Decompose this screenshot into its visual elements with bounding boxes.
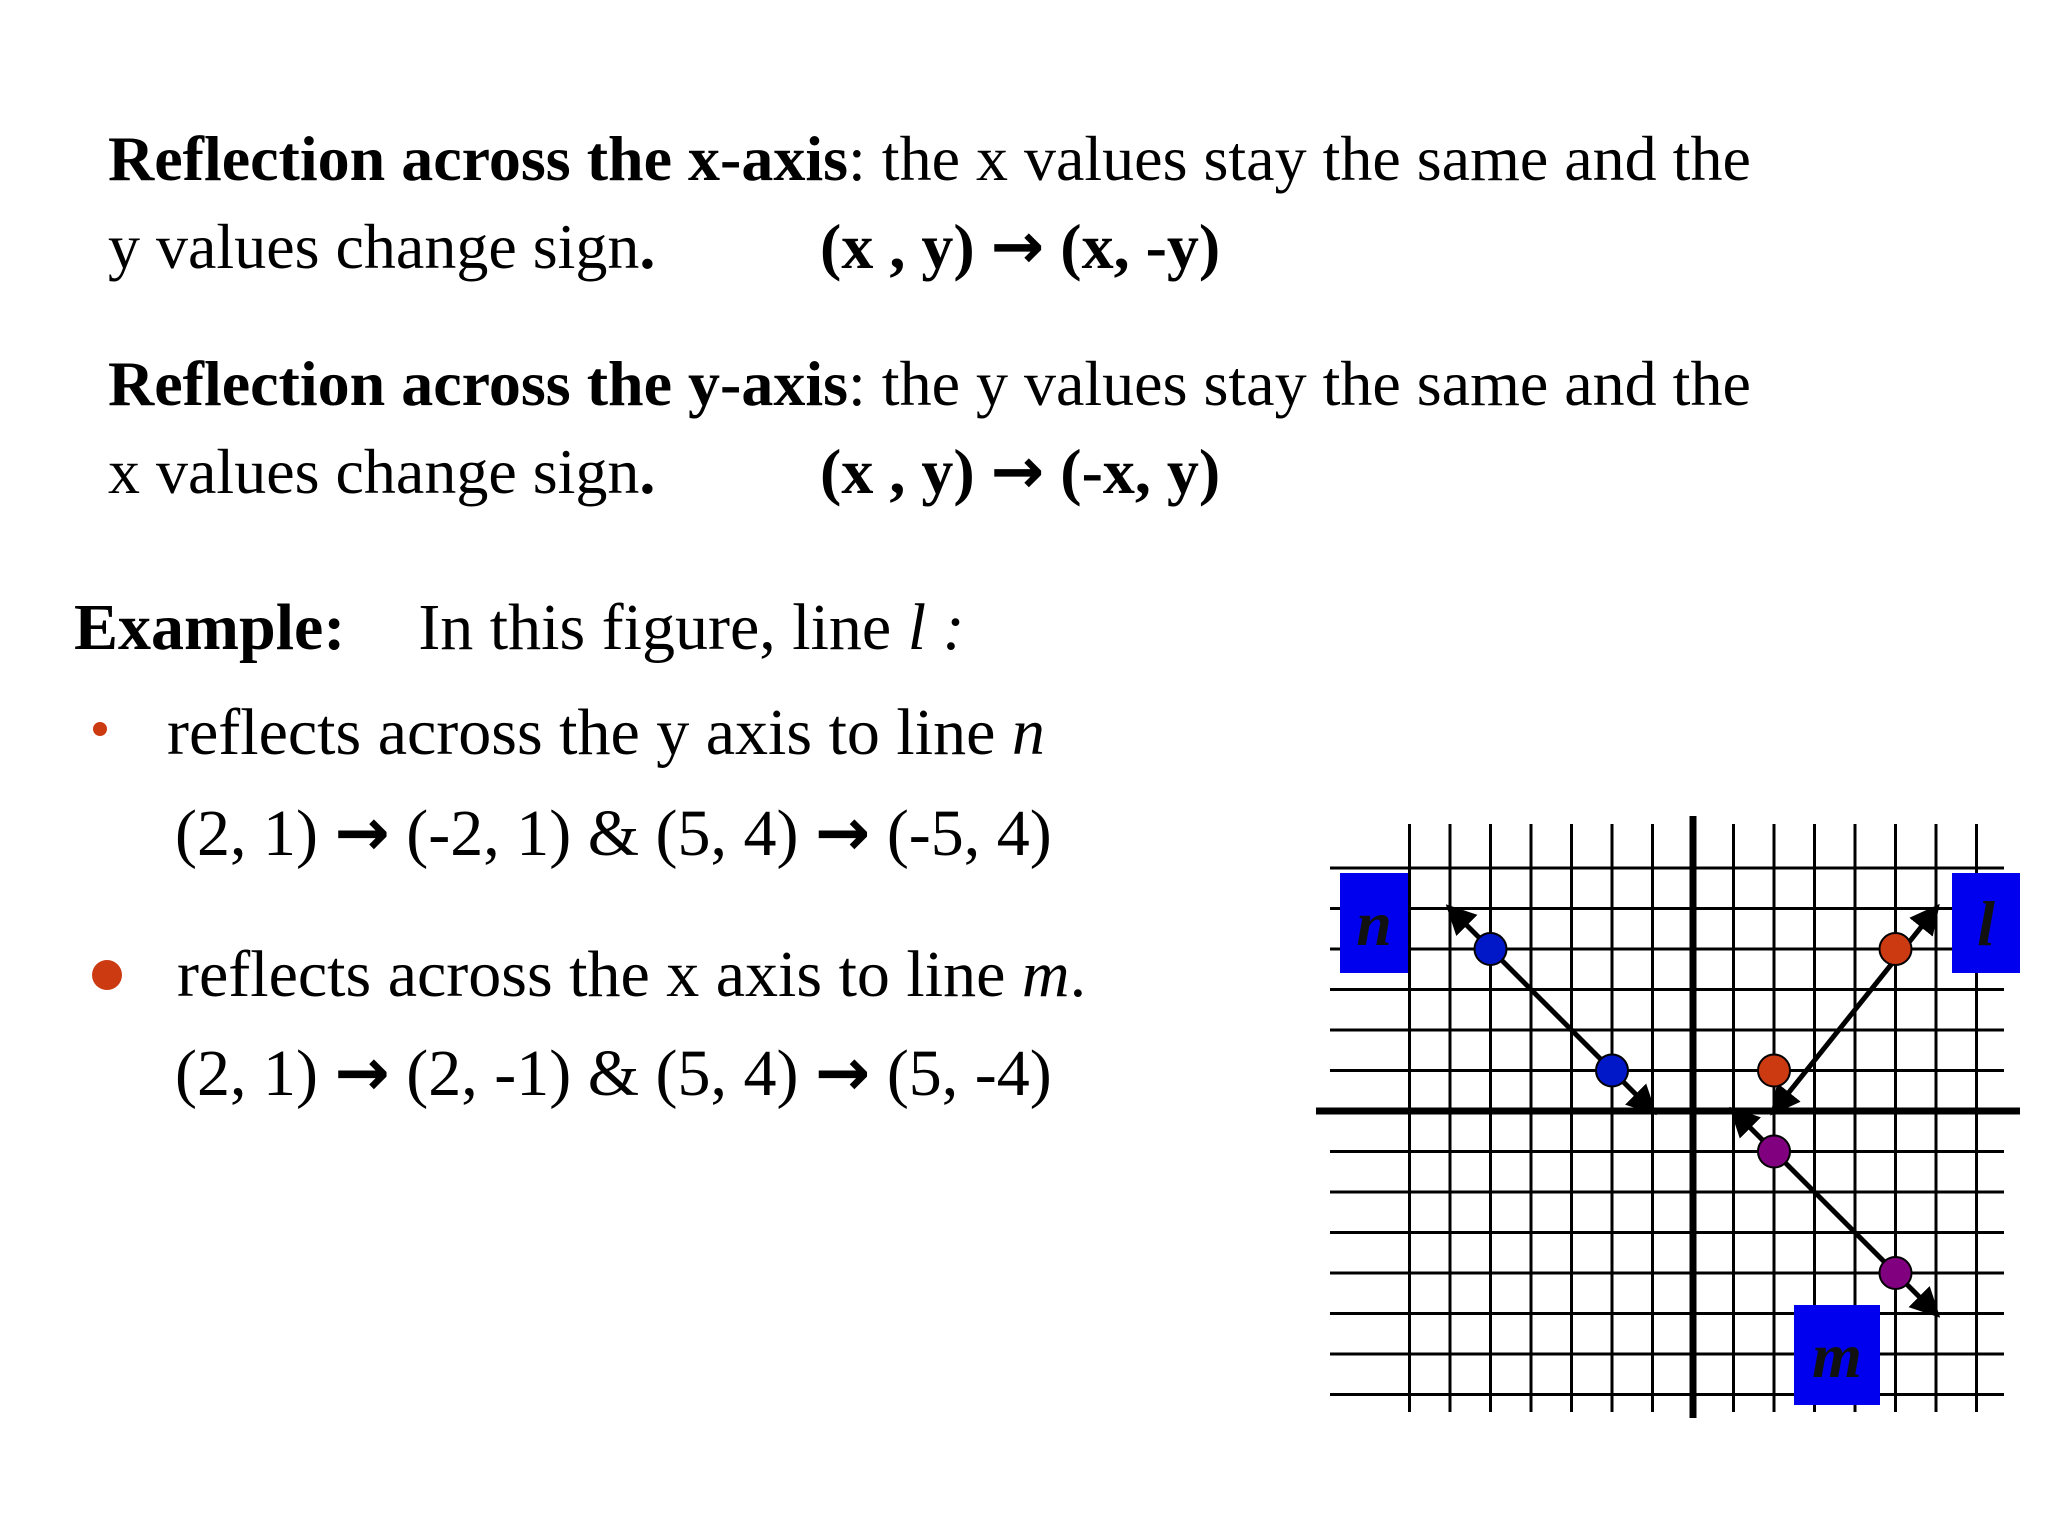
rule-x-period: . xyxy=(639,211,656,282)
rule-x-line1 xyxy=(108,123,1751,194)
example-label: Example: xyxy=(74,591,346,664)
bullet2-desc: reflects across the x axis to line xyxy=(177,938,1022,1011)
bullet1-map-b: (-2, 1) & (5, 4) xyxy=(406,797,799,870)
bullet1-text xyxy=(167,696,1045,769)
arrow-right-icon: → xyxy=(815,794,871,871)
rule-x-formula-left: (x , y) xyxy=(820,211,975,282)
label-m: m xyxy=(1812,1320,1862,1391)
example-heading xyxy=(74,591,965,664)
arrow-right-icon: → xyxy=(815,1034,871,1111)
point-l xyxy=(1758,1055,1790,1087)
rule-x-text2: y values change sign xyxy=(108,211,640,282)
bullet1-var: n xyxy=(1011,696,1045,769)
rule-y-text1: : the y values stay the same and the xyxy=(848,348,1751,419)
coordinate-graph xyxy=(1300,800,2020,1440)
rule-y-line1 xyxy=(108,348,1751,419)
bullet1-map-a: (2, 1) xyxy=(175,797,318,870)
rule-x-text1: : the x values stay the same and the xyxy=(848,123,1751,194)
bullet2-map-a: (2, 1) xyxy=(175,1037,318,1110)
bullet2-map-b: (2, -1) & (5, 4) xyxy=(406,1037,799,1110)
rule-y-line2 xyxy=(108,436,656,507)
arrow-right-icon: → xyxy=(990,210,1045,284)
rule-y-text2: x values change sign xyxy=(108,436,640,507)
rule-y-formula-left: (x , y) xyxy=(820,436,975,507)
axes xyxy=(1316,816,2020,1418)
point-n xyxy=(1596,1055,1628,1087)
bullet1-mapping xyxy=(175,794,1052,871)
arrow-right-icon: → xyxy=(334,794,390,871)
bullet2-map-c: (5, -4) xyxy=(886,1037,1052,1110)
bullet-dot-1 xyxy=(93,722,107,736)
example-line-var: l xyxy=(907,591,927,664)
point-l xyxy=(1880,933,1912,965)
label-n: n xyxy=(1356,888,1392,959)
rule-y-period: . xyxy=(639,436,656,507)
rule-x-formula xyxy=(820,210,1221,284)
bullet-dot-2 xyxy=(92,960,122,990)
point-n xyxy=(1475,933,1507,965)
bullet2-text xyxy=(177,938,1087,1011)
bullet1-desc: reflects across the y axis to line xyxy=(167,696,1012,769)
example-intro: In this figure, line xyxy=(418,591,908,664)
rule-x-formula-right: (x, -y) xyxy=(1060,211,1221,282)
bullet2-var: m xyxy=(1021,938,1070,1011)
rule-x-line2 xyxy=(108,211,656,282)
point-m xyxy=(1758,1136,1790,1168)
rule-y-formula-right: (-x, y) xyxy=(1060,436,1221,507)
point-m xyxy=(1880,1257,1912,1289)
arrow-right-icon: → xyxy=(334,1034,390,1111)
grid xyxy=(1330,824,2004,1412)
bullet1-map-c: (-5, 4) xyxy=(886,797,1052,870)
rule-y-formula xyxy=(820,435,1221,509)
example-colon: : xyxy=(926,591,965,664)
rule-y-heading: Reflection across the y-axis xyxy=(108,348,848,419)
rule-x-heading: Reflection across the x-axis xyxy=(108,123,848,194)
label-l: l xyxy=(1977,888,1995,959)
bullet2-mapping xyxy=(175,1034,1052,1111)
arrow-right-icon: → xyxy=(990,435,1045,509)
graph-labels xyxy=(1340,873,2020,1405)
bullet2-period: . xyxy=(1069,938,1087,1011)
